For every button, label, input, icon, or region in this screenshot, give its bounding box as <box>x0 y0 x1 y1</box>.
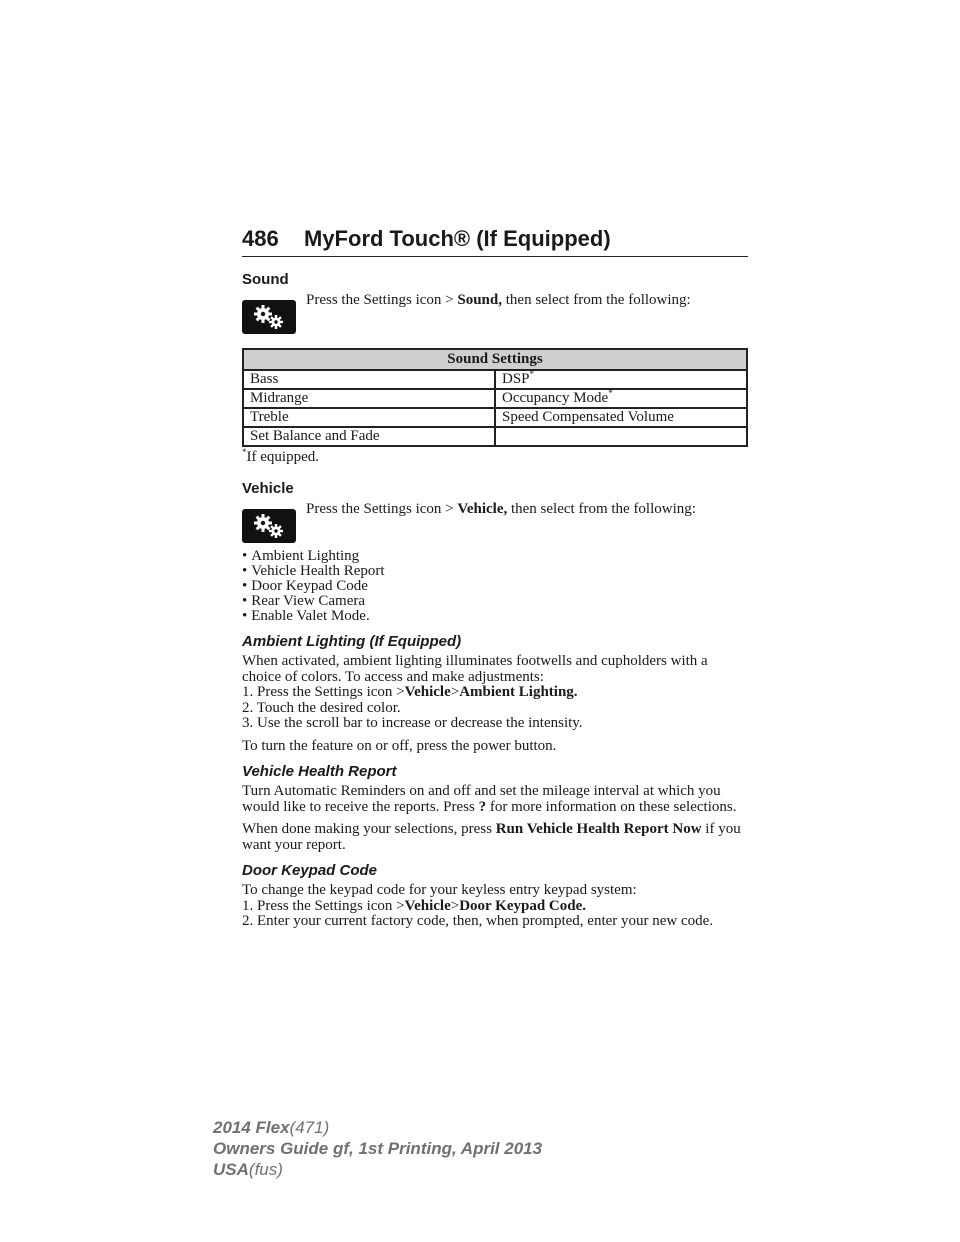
ambient-lighting-body: When activated, ambient lighting illuminates footwells and cupholders with a choice of colors. To access and make adjustments: 1. Press the Settings icon >Vehicle>Ambient Lighting. 2. Touch the desired color. 3. Use the scroll bar to increase or decrease the intensity. <box>242 654 748 732</box>
settings-gear-icon <box>242 509 296 543</box>
step: 2. Touch the desired color. <box>242 699 401 716</box>
table-row: Bass DSP* <box>243 370 747 389</box>
power-note: To turn the feature on or off, press the power button. <box>242 737 557 754</box>
step: 2. Enter your current factory code, then, when prompted, enter your new code. <box>242 913 714 929</box>
chapter-title: MyFord Touch® (If Equipped) <box>304 226 611 251</box>
sound-intro-text: Press the Settings icon > Sound, then select from the following: <box>306 292 691 308</box>
sound-settings-table <box>242 348 748 447</box>
vehicle-options-list <box>242 549 748 624</box>
step: 3. Use the scroll bar to increase or decrease the intensity. <box>242 715 583 731</box>
sound-heading: Sound <box>242 271 289 288</box>
footnote-marker: * <box>608 388 613 398</box>
list-item: • Enable Valet Mode. <box>242 609 748 624</box>
page-footer: 2014 Flex(471) Owners Guide gf, 1st Printing, April 2013 USA(fus) <box>213 1118 543 1179</box>
vehicle-heading: Vehicle <box>242 480 294 497</box>
settings-gear-icon <box>242 300 296 334</box>
vehicle-intro <box>242 501 748 543</box>
table-row: Treble Speed Compensated Volume <box>243 408 747 427</box>
table-row: Set Balance and Fade <box>243 427 747 446</box>
vehicle-health-body: Turn Automatic Reminders on and off and set the mileage interval at which you would like to receive the reports. Press ? for more information on these selections. <box>242 783 737 815</box>
sound-intro <box>242 292 748 334</box>
door-keypad-heading: Door Keypad Code <box>242 862 378 879</box>
step: 1. Press the Settings icon >Vehicle>Door Keypad Code. <box>242 897 587 914</box>
manual-page <box>242 226 748 937</box>
footnote-marker: * <box>529 369 535 379</box>
door-keypad-body: To change the keypad code for your keyless entry keypad system: 1. Press the Settings icon >Vehicle>Door Keypad Code. 2. Enter your current factory code, then, when prompted, enter your new code. <box>242 883 748 930</box>
vehicle-health-done: When done making your selections, press Run Vehicle Health Report Now if you want your report. <box>242 821 741 853</box>
vehicle-health-heading: Vehicle Health Report <box>242 763 397 780</box>
list-item: • Ambient Lighting <box>242 549 748 564</box>
list-item: • Rear View Camera <box>242 594 748 609</box>
list-item: • Door Keypad Code <box>242 579 748 594</box>
footnote: *If equipped. <box>242 447 319 465</box>
table-row: Midrange Occupancy Mode* <box>243 389 747 408</box>
list-item: • Vehicle Health Report <box>242 564 748 579</box>
ambient-lighting-heading: Ambient Lighting (If Equipped) <box>242 633 462 650</box>
vehicle-intro-text: Press the Settings icon > Vehicle, then select from the following: <box>306 501 696 517</box>
table-title: Sound Settings <box>243 349 747 370</box>
page-number: 486 <box>242 226 279 251</box>
step: 1. Press the Settings icon >Vehicle>Ambient Lighting. <box>242 684 578 700</box>
page-header <box>242 226 748 257</box>
